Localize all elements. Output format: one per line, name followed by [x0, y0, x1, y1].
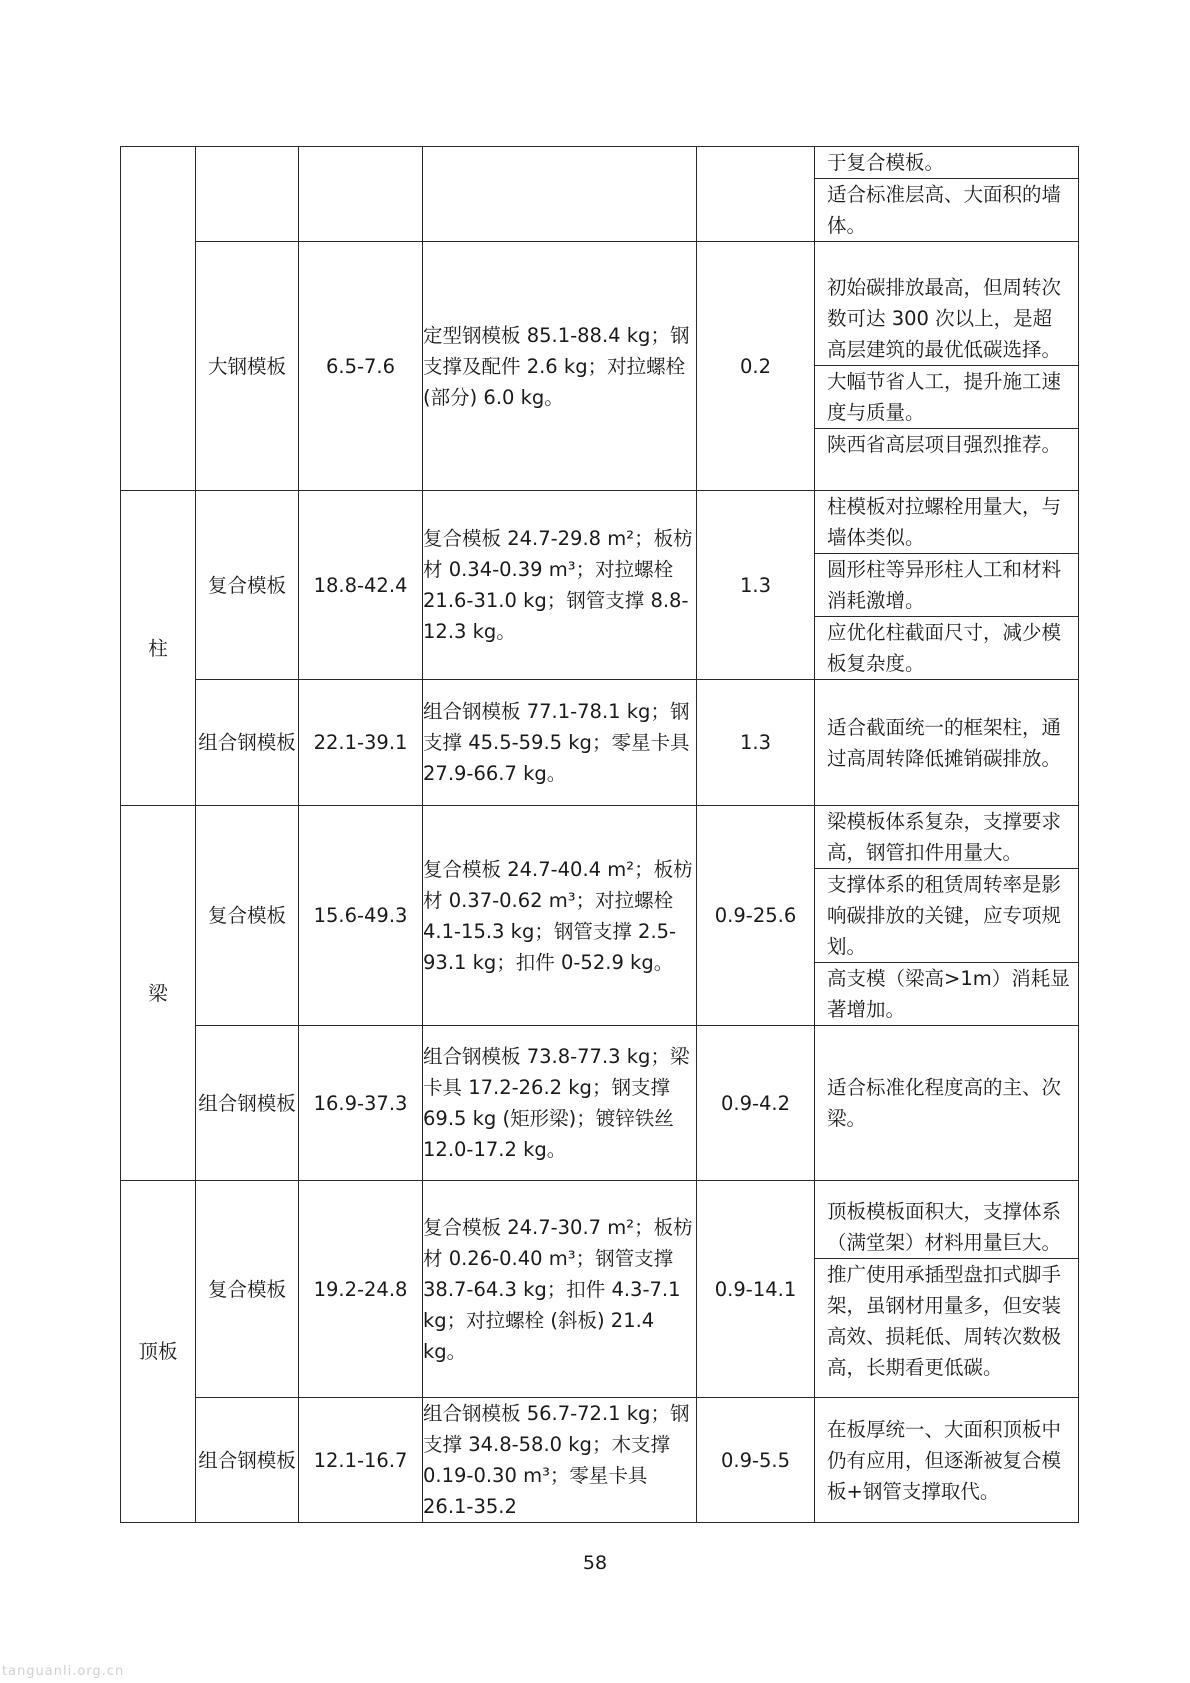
table-row [121, 1398, 1079, 1523]
factor-cell: 0.2 [697, 242, 815, 491]
formwork-type-cell [196, 147, 299, 242]
carbon-value-cell: 19.2-24.8 [299, 1181, 423, 1398]
component-cell-slab: 顶板 [121, 1181, 196, 1523]
factor-cell: 1.3 [697, 491, 815, 680]
notes-cell [815, 1398, 1079, 1523]
note-text: 陕西省高层项目强烈推荐。 [827, 433, 1062, 456]
carbon-value-cell: 15.6-49.3 [299, 806, 423, 1026]
factor-cell: 0.9-25.6 [697, 806, 815, 1026]
factor-cell: 1.3 [697, 680, 815, 806]
note-text: 梁模板体系复杂，支撑要求高，钢管扣件用量大。 [815, 806, 1078, 869]
component-cell-wall-continued [121, 147, 196, 491]
table-row [121, 806, 1079, 1026]
notes-cell [815, 680, 1079, 806]
note-text: 柱模板对拉螺栓用量大，与墙体类似。 [815, 491, 1078, 554]
notes-cell [815, 242, 1079, 491]
note-text: 圆形柱等异形柱人工和材料消耗激增。 [815, 554, 1078, 617]
formwork-type-cell: 复合模板 [196, 1181, 299, 1398]
note-text: 支撑体系的租赁周转率是影响碳排放的关键，应专项规划。 [815, 869, 1078, 963]
note-text: 大幅节省人工，提升施工速度与质量。 [815, 366, 1078, 429]
table-row [121, 680, 1079, 806]
note-text: 高支模（梁高>1m）消耗显著增加。 [827, 967, 1070, 1021]
factor-cell: 0.9-5.5 [697, 1398, 815, 1523]
notes-cell [815, 147, 1079, 242]
materials-cell: 定型钢模板 85.1-88.4 kg；钢支撑及配件 2.6 kg；对拉螺栓 (部分) 6.0 kg。 [423, 242, 697, 491]
materials-cell [423, 147, 697, 242]
note-text: 适合标准层高、大面积的墙体。 [827, 183, 1062, 237]
note-text: 推广使用承插型盘扣式脚手架，虽钢材用量多，但安装高效、损耗低、周转次数极高，长期看更低碳。 [827, 1262, 1062, 1379]
factor-cell: 0.9-14.1 [697, 1181, 815, 1398]
table-row [121, 242, 1079, 491]
materials-cell: 复合模板 24.7-30.7 m²；板枋材 0.26-0.40 m³；钢管支撑 38.7-64.3 kg；扣件 4.3-7.1 kg；对拉螺栓 (斜板) 21.4 kg。 [423, 1181, 697, 1398]
formwork-type-cell: 复合模板 [196, 806, 299, 1026]
note-text: 在板厚统一、大面积顶板中仍有应用，但逐渐被复合模板+钢管支撑取代。 [827, 1417, 1062, 1503]
table-row [121, 147, 1079, 242]
factor-cell: 0.9-4.2 [697, 1026, 815, 1181]
note-text: 顶板模板面积大，支撑体系（满堂架）材料用量巨大。 [815, 1196, 1078, 1259]
notes-cell [815, 806, 1079, 1026]
note-text: 于复合模板。 [815, 147, 1078, 179]
carbon-value-cell: 18.8-42.4 [299, 491, 423, 680]
notes-cell [815, 1181, 1079, 1398]
note-text: 初始碳排放最高，但周转次数可达 300 次以上，是超高层建筑的最优低碳选择。 [815, 272, 1078, 366]
materials-cell: 复合模板 24.7-29.8 m²；板枋材 0.34-0.39 m³；对拉螺栓 21.6-31.0 kg；钢管支撑 8.8-12.3 kg。 [423, 491, 697, 680]
formwork-carbon-table [120, 146, 1079, 1523]
factor-cell [697, 147, 815, 242]
component-cell-beam: 梁 [121, 806, 196, 1181]
materials-cell: 组合钢模板 56.7-72.1 kg；钢支撑 34.8-58.0 kg；木支撑 0.19-0.30 m³；零星卡具 26.1-35.2 [423, 1398, 697, 1523]
table-row [121, 1181, 1079, 1398]
formwork-type-cell: 组合钢模板 [196, 1026, 299, 1181]
formwork-type-cell: 大钢模板 [196, 242, 299, 491]
table-row [121, 491, 1079, 680]
formwork-type-cell: 组合钢模板 [196, 1398, 299, 1523]
notes-cell [815, 491, 1079, 680]
materials-cell: 复合模板 24.7-40.4 m²；板枋材 0.37-0.62 m³；对拉螺栓 4.1-15.3 kg；钢管支撑 2.5-93.1 kg；扣件 0-52.9 kg。 [423, 806, 697, 1026]
watermark-text: tanguanli.org.cn [2, 1664, 125, 1679]
page-number: 58 [582, 1552, 608, 1574]
carbon-value-cell: 16.9-37.3 [299, 1026, 423, 1181]
carbon-value-cell [299, 147, 423, 242]
notes-cell [815, 1026, 1079, 1181]
formwork-type-cell: 组合钢模板 [196, 680, 299, 806]
carbon-value-cell: 6.5-7.6 [299, 242, 423, 491]
carbon-value-cell: 12.1-16.7 [299, 1398, 423, 1523]
table-row [121, 1026, 1079, 1181]
materials-cell: 组合钢模板 77.1-78.1 kg；钢支撑 45.5-59.5 kg；零星卡具 27.9-66.7 kg。 [423, 680, 697, 806]
formwork-type-cell: 复合模板 [196, 491, 299, 680]
component-cell-column: 柱 [121, 491, 196, 806]
note-text: 适合标准化程度高的主、次梁。 [827, 1076, 1062, 1130]
materials-cell: 组合钢模板 73.8-77.3 kg；梁卡具 17.2-26.2 kg；钢支撑 69.5 kg (矩形梁)；镀锌铁丝 12.0-17.2 kg。 [423, 1026, 697, 1181]
note-text: 适合截面统一的框架柱，通过高周转降低摊销碳排放。 [827, 715, 1062, 770]
note-text: 应优化柱截面尺寸，减少模板复杂度。 [827, 621, 1062, 675]
carbon-value-cell: 22.1-39.1 [299, 680, 423, 806]
